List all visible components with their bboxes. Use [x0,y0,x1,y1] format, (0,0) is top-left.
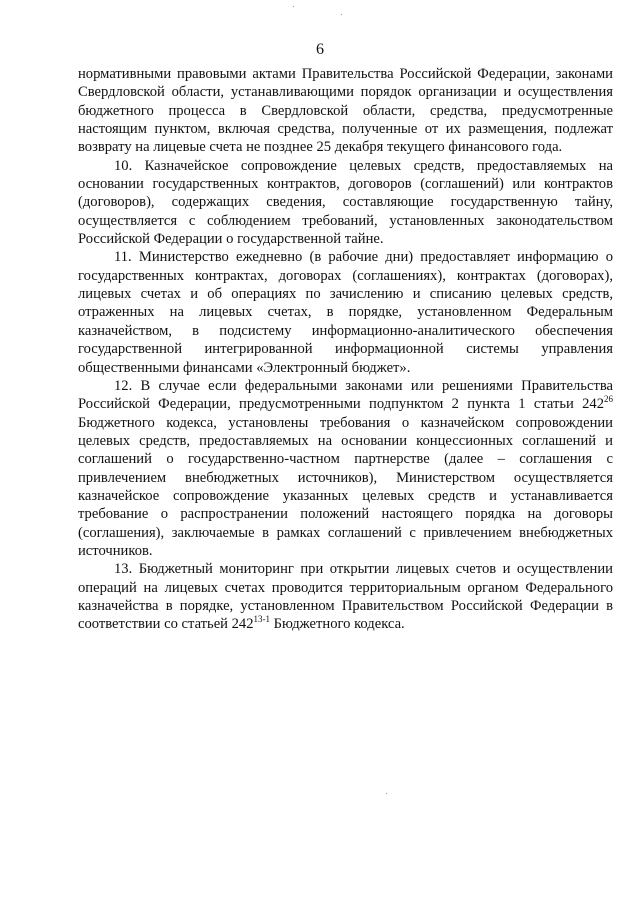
paragraph-12-text-end: Бюджетного кодекса, установлены требования о казначейском сопровождении целевых средств, предоставляемых на основании концессионных соглашений и соглашений о государственно-частном партнерстве (далее – соглашения с привлечением внебюджетных источников), Министерством осуществляется казначейское сопровождение указанных целевых средств и устанавливается требование о распространении положений настоящего порядка на договоры (соглашения), заключаемые в рамках соглашений с привлечением внебюджетных источников. [78,414,613,559]
paragraph-10: 10. Казначейское сопровождение целевых средств, предоставляемых на основании государственных контрактов, договоров (соглашений) или контрактов (договоров), содержащих сведения, составляющие государственную тайну, осуществляется с соблюдением требований, установленных законодательством Российской Федерации о государственной тайне. [78,157,613,248]
paragraph-13-text-end: Бюджетного кодекса. [270,616,405,633]
paragraph-12-text-start: 12. В случае если федеральными законами или решениями Правительства Российской Федерации, предусмотренными подпунктом 2 пункта 1 статьи 242 [78,377,613,413]
scan-speck [341,14,342,15]
document-body [78,65,613,634]
article-superscript: 13-1 [253,614,271,625]
article-superscript: 26 [604,394,613,405]
paragraph-13-text-start: 13. Бюджетный мониторинг при открытии лицевых счетов и осуществлении операций на лицевых счетах проводится территориальным органом Федерального казначейства в порядке, установленном Правительством Российской Федерации в соответствии со статьей 242 [78,561,613,633]
paragraph-continuation: нормативными правовыми актами Правительства Российской Федерации, законами Свердловской области, устанавливающими порядок организации и осуществления бюджетного процесса в Свердловской области, средства, предусмотренные настоящим пунктом, включая средства, полученные от их размещения, подлежат возврату на лицевые счета не позднее 25 декабря текущего финансового года. [78,66,613,156]
scan-speck [293,6,294,7]
page-number: 6 [316,41,324,58]
paragraph-12 [78,377,613,560]
paragraph-11: 11. Министерство ежедневно (в рабочие дни) предоставляет информацию о государственных контрактах, договорах (соглашениях), контрактах (договорах), лицевых счетах и об операциях по зачислению и списанию целевых средств, отраженных на лицевых счетах, в порядке, установленном Федеральным казначейством, в подсистему информационно-аналитического обеспечения государственной интегрированной информационной системы управления общественными финансами «Электронный бюджет». [78,249,613,376]
scan-speck [386,793,387,794]
paragraph-13 [78,560,613,633]
